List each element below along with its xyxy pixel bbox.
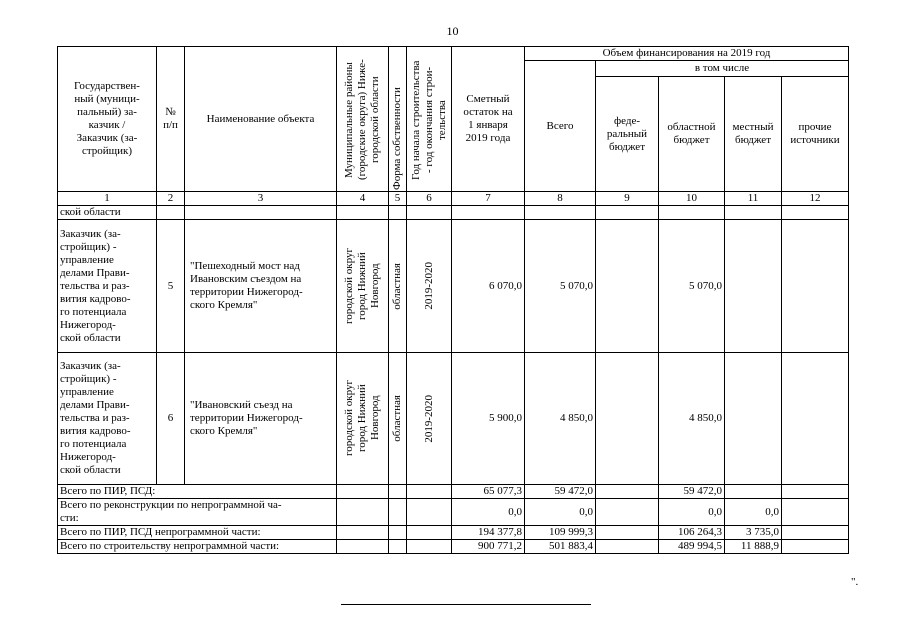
total-cell: 109 999,3 bbox=[525, 526, 596, 540]
column-number-row bbox=[58, 192, 849, 206]
federal-cell bbox=[596, 220, 659, 353]
total-cell: 59 472,0 bbox=[525, 485, 596, 499]
column-number: 9 bbox=[596, 192, 659, 206]
regional-cell: 59 472,0 bbox=[659, 485, 725, 499]
other-cell bbox=[782, 499, 849, 526]
header-ownership: Форма собственности bbox=[389, 47, 407, 192]
header-federal: феде- ральный бюджет bbox=[596, 77, 659, 192]
continuation-text: ской области bbox=[58, 206, 157, 220]
regional-cell: 5 070,0 bbox=[659, 220, 725, 353]
totals-label: Всего по строительству непрограммной части: bbox=[58, 540, 337, 554]
estimate-cell: 5 900,0 bbox=[452, 353, 525, 485]
header-financing: Объем финансирования на 2019 год bbox=[525, 47, 849, 61]
other-cell bbox=[782, 540, 849, 554]
header-districts: Муниципальные районы (городские округа) Ниже- городской области bbox=[337, 47, 389, 192]
header-years: Год начала строительства - год окончания строи- тельства bbox=[407, 47, 452, 192]
federal-cell bbox=[596, 485, 659, 499]
regional-cell: 489 994,5 bbox=[659, 540, 725, 554]
years-cell: 2019-2020 bbox=[407, 220, 452, 353]
regional-cell: 4 850,0 bbox=[659, 353, 725, 485]
other-cell bbox=[782, 353, 849, 485]
local-cell: 3 735,0 bbox=[725, 526, 782, 540]
column-number: 12 bbox=[782, 192, 849, 206]
ownership-cell: областная bbox=[389, 220, 407, 353]
page-number: 10 bbox=[446, 24, 459, 38]
column-number: 4 bbox=[337, 192, 389, 206]
federal-cell bbox=[596, 353, 659, 485]
local-cell bbox=[725, 353, 782, 485]
header-local: местный бюджет bbox=[725, 77, 782, 192]
estimate-cell: 194 377,8 bbox=[452, 526, 525, 540]
column-number: 2 bbox=[157, 192, 185, 206]
header-object-name: Наименование объекта bbox=[185, 47, 337, 192]
district-cell: городской округ город Нижний Новгород bbox=[337, 220, 389, 353]
row-number: 6 bbox=[157, 353, 185, 485]
total-cell: 501 883,4 bbox=[525, 540, 596, 554]
totals-label: Всего по ПИР, ПСД: bbox=[58, 485, 337, 499]
closing-divider-line bbox=[341, 604, 591, 605]
federal-cell bbox=[596, 499, 659, 526]
object-name: "Пешеходный мост над Ивановским съездом на территории Нижегород- ского Кремля" bbox=[185, 220, 337, 353]
column-number: 7 bbox=[452, 192, 525, 206]
column-number: 10 bbox=[659, 192, 725, 206]
header-total: Всего bbox=[525, 61, 596, 192]
column-number: 6 bbox=[407, 192, 452, 206]
column-number: 1 bbox=[58, 192, 157, 206]
estimate-cell: 900 771,2 bbox=[452, 540, 525, 554]
column-number: 8 bbox=[525, 192, 596, 206]
header-including: в том числе bbox=[596, 61, 849, 77]
regional-cell: 106 264,3 bbox=[659, 526, 725, 540]
local-cell bbox=[725, 485, 782, 499]
total-cell: 0,0 bbox=[525, 499, 596, 526]
totals-label: Всего по ПИР, ПСД непрограммной части: bbox=[58, 526, 337, 540]
header-customer: Государствен- ный (муници- пальный) за- казчик / Заказчик (за- стройщик) bbox=[58, 47, 157, 192]
regional-cell: 0,0 bbox=[659, 499, 725, 526]
column-number: 5 bbox=[389, 192, 407, 206]
totals-label: Всего по реконструкции по непрограммной ча- сти: bbox=[58, 499, 337, 526]
closing-quote: ". bbox=[851, 576, 859, 588]
totals-row bbox=[58, 485, 849, 499]
federal-cell bbox=[596, 526, 659, 540]
column-number: 3 bbox=[185, 192, 337, 206]
estimate-cell: 0,0 bbox=[452, 499, 525, 526]
object-name: "Ивановский съезд на территории Нижегород- ского Кремля" bbox=[185, 353, 337, 485]
estimate-cell: 65 077,3 bbox=[452, 485, 525, 499]
years-cell: 2019-2020 bbox=[407, 353, 452, 485]
total-cell: 4 850,0 bbox=[525, 353, 596, 485]
totals-row bbox=[58, 526, 849, 540]
header-number: № п/п bbox=[157, 47, 185, 192]
totals-row bbox=[58, 540, 849, 554]
header-other: прочие источники bbox=[782, 77, 849, 192]
customer-cell: Заказчик (за- стройщик) - управление делами Прави- тельства и раз- вития кадрово- го потенциала Нижегород- ской области bbox=[58, 353, 157, 485]
total-cell: 5 070,0 bbox=[525, 220, 596, 353]
federal-cell bbox=[596, 540, 659, 554]
table-row bbox=[58, 220, 849, 353]
column-number: 11 bbox=[725, 192, 782, 206]
other-cell bbox=[782, 526, 849, 540]
row-number: 5 bbox=[157, 220, 185, 353]
ownership-cell: областная bbox=[389, 353, 407, 485]
financing-table bbox=[57, 46, 849, 554]
continuation-row bbox=[58, 206, 849, 220]
header-regional: областной бюджет bbox=[659, 77, 725, 192]
district-cell: городской округ город Нижний Новгород bbox=[337, 353, 389, 485]
local-cell: 0,0 bbox=[725, 499, 782, 526]
header-estimate: Сметный остаток на 1 января 2019 года bbox=[452, 47, 525, 192]
customer-cell: Заказчик (за- стройщик) - управление делами Прави- тельства и раз- вития кадрово- го потенциала Нижегород- ской области bbox=[58, 220, 157, 353]
table-row bbox=[58, 353, 849, 485]
other-cell bbox=[782, 485, 849, 499]
totals-row bbox=[58, 499, 849, 526]
local-cell: 11 888,9 bbox=[725, 540, 782, 554]
estimate-cell: 6 070,0 bbox=[452, 220, 525, 353]
local-cell bbox=[725, 220, 782, 353]
other-cell bbox=[782, 220, 849, 353]
